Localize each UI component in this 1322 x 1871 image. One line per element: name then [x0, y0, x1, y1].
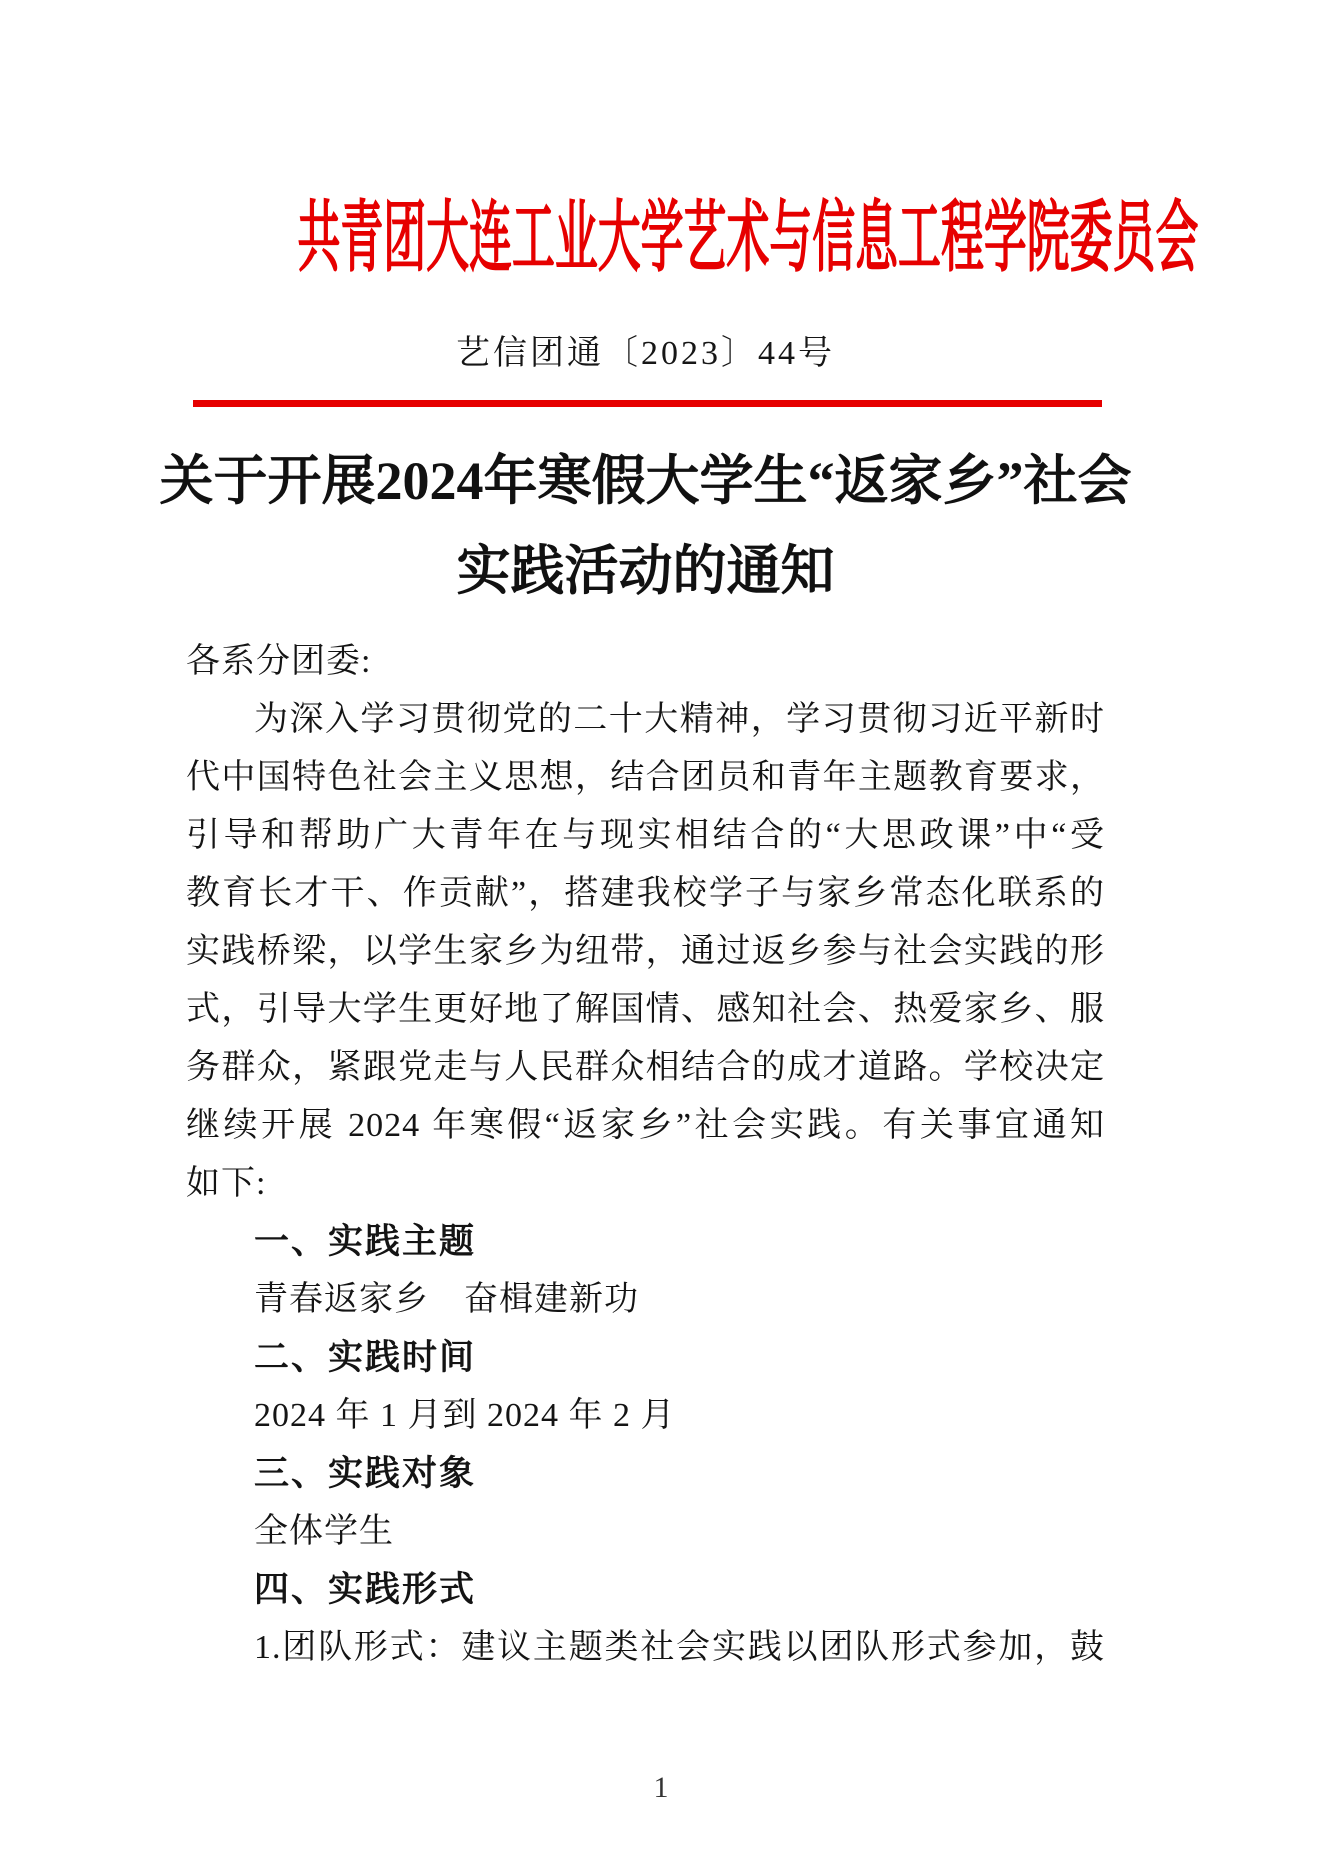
notice-title [146, 436, 1145, 616]
body-line: 实践桥梁，以学生家乡为纽带，通过返乡参与社会实践的形 [186, 933, 1105, 970]
body-line: 式，引导大学生更好地了解国情、感知社会、热爱家乡、服 [186, 991, 1105, 1028]
body-line: 务群众，紧跟党走与人民群众相结合的成才道路。学校决定 [186, 1049, 1105, 1086]
body-line: 为深入学习贯彻党的二十大精神，学习贯彻习近平新时 [254, 701, 1105, 738]
document-number: 艺信团通〔2023〕44号 [456, 335, 835, 372]
body-line: 代中国特色社会主义思想，结合团员和青年主题教育要求， [186, 759, 1105, 796]
body-line: 教育长才干、作贡献”，搭建我校学子与家乡常态化联系的 [186, 875, 1105, 912]
letterhead-divider-line [193, 400, 1102, 407]
body-line: 各系分团委: [186, 643, 372, 680]
notice-body [186, 633, 1105, 1677]
body-line: 青春返家乡 奋楫建新功 [254, 1281, 639, 1318]
body-line: 三、实践对象 [254, 1454, 477, 1493]
letterhead-org-title: 共青团大连工业大学艺术与信息工程学院委员会 [297, 194, 1199, 281]
body-line: 继续开展 2024 年寒假“返家乡”社会实践。有关事宜通知 [186, 1107, 1105, 1144]
page-number: 1 [653, 1771, 669, 1804]
body-line: 1.团队形式：建议主题类社会实践以团队形式参加，鼓 [254, 1629, 1105, 1666]
notice-title-line: 实践活动的通知 [456, 541, 835, 601]
body-line: 如下: [186, 1165, 267, 1202]
body-line: 引导和帮助广大青年在与现实相结合的“大思政课”中“受 [186, 817, 1105, 854]
body-line: 四、实践形式 [254, 1570, 477, 1609]
body-line: 2024 年 1 月到 2024 年 2 月 [254, 1397, 676, 1434]
notice-title-line: 关于开展2024年寒假大学生“返家乡”社会 [159, 451, 1132, 511]
body-line: 全体学生 [254, 1513, 394, 1550]
body-line: 二、实践时间 [254, 1338, 477, 1377]
body-line: 一、实践主题 [254, 1222, 477, 1261]
